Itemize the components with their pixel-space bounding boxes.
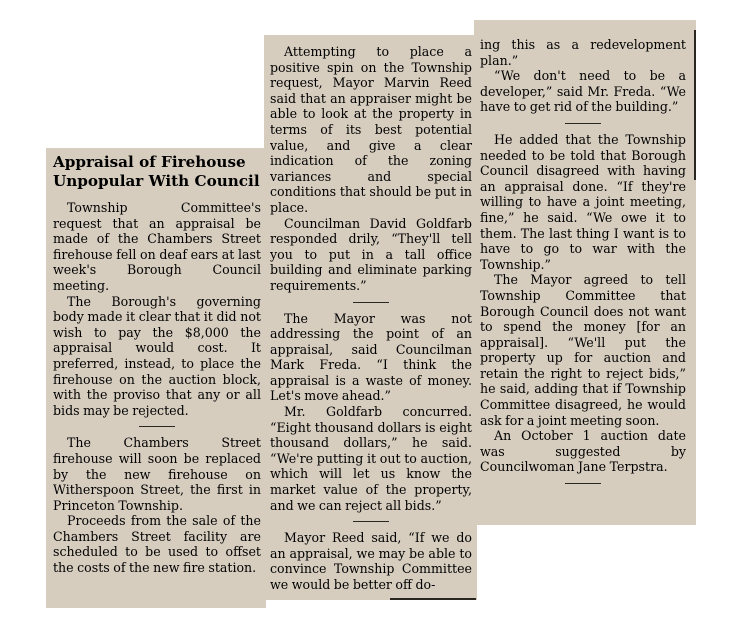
paragraph: Mayor Reed said, “If we do an appraisal, we may be able to convince Township Committee we would be better off do-	[270, 530, 472, 592]
clipping-edge-rule-bottom	[390, 598, 476, 600]
article-column-left	[53, 200, 261, 576]
headline-line-2: Unpopular With Council	[53, 172, 260, 190]
clipping-edge-rule-right	[694, 30, 696, 180]
headline-line-1: Appraisal of Firehouse	[53, 153, 246, 171]
section-divider	[565, 483, 601, 484]
section-divider	[565, 123, 601, 124]
paragraph: Councilman David Goldfarb responded drily, “They'll tell you to put in a tall office building and eliminate parking requirements.”	[270, 215, 472, 293]
paragraph: The Chambers Street firehouse will soon be replaced by the new firehouse on Witherspoon Street, the first in Princeton Township.	[53, 435, 261, 513]
article-headline	[53, 153, 263, 191]
paragraph: He added that the Township needed to be told that Borough Council disagreed with having an appraisal done. “If they're willing to have a joint meeting, fine,” he said. “We owe it to them. The last thing I want is to have to go to war with the Township.”	[480, 131, 686, 272]
paragraph: The Borough's governing body made it clear that it did not wish to pay the $8,000 the appraisal would cost. It preferred, instead, to place the firehouse on the auction block, with the proviso that any or all bids may be rejected.	[53, 293, 261, 418]
paragraph: Proceeds from the sale of the Chambers Street facility are scheduled to be used to offset the costs of the new fire station.	[53, 513, 261, 576]
paragraph: Mr. Goldfarb concurred. “Eight thousand dollars is eight thousand dollars,” he said. “We're putting it out to auction, which will let us know the market value of the property, and we can reject all bids.”	[270, 404, 472, 513]
paragraph: The Mayor was not addressing the point of an appraisal, said Councilman Mark Freda. “I think the appraisal is a waste of money. Let's move ahead.”	[270, 310, 472, 404]
paragraph: Township Committee's request that an appraisal be made of the Chambers Street firehouse fell on deaf ears at last week's Borough Council meeting.	[53, 200, 261, 293]
article-column-right	[480, 37, 686, 492]
article-column-middle	[270, 44, 472, 593]
section-divider	[353, 521, 389, 522]
paragraph: The Mayor agreed to tell Township Committee that Borough Council does not want to spend the money [for an appraisal]. “We'll put the property up for auction and retain the right to reject bids,” he said, adding that if Township Committee disagreed, he would ask for a joint meeting soon.	[480, 272, 686, 428]
paragraph: ing this as a redevelopment plan.”	[480, 37, 686, 68]
paragraph: Attempting to place a positive spin on the Township request, Mayor Marvin Reed said that an appraiser might be able to look at the property in terms of its best potential value, and give a clear indication of the zoning variances and special conditions that should be put in place.	[270, 44, 472, 215]
paragraph: “We don't need to be a developer,” said Mr. Freda. “We have to get rid of the building.”	[480, 68, 686, 115]
paragraph: An October 1 auction date was suggested by Councilwoman Jane Terpstra.	[480, 428, 686, 475]
section-divider	[353, 302, 389, 303]
section-divider	[139, 426, 175, 427]
